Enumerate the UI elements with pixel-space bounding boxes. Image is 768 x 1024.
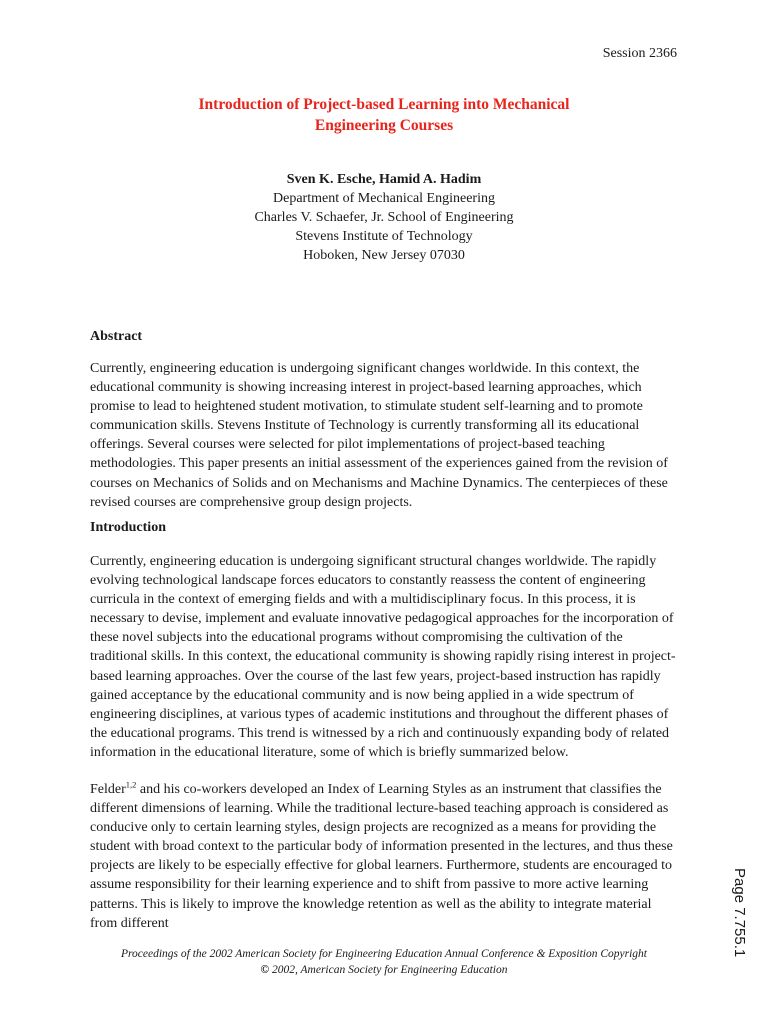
felder-name: Felder bbox=[90, 782, 126, 797]
author-affiliation bbox=[90, 170, 678, 265]
citation-reference: 1,2 bbox=[125, 779, 137, 790]
footer-line-2 bbox=[80, 962, 688, 978]
paper-title bbox=[90, 94, 678, 136]
paper-title-line-1: Introduction of Project-based Learning into Mechanical bbox=[198, 96, 570, 113]
introduction-heading: Introduction bbox=[90, 520, 166, 535]
footer-line-1: Proceedings of the 2002 American Society for Engineering Education Annual Conference & Exposition Copyright bbox=[120, 948, 648, 960]
abstract-heading: Abstract bbox=[90, 329, 143, 344]
introduction-paragraph-2 bbox=[90, 780, 680, 933]
institute: Stevens Institute of Technology bbox=[295, 229, 473, 244]
school: Charles V. Schaefer, Jr. School of Engineering bbox=[254, 210, 514, 225]
introduction-paragraph-1: Currently, engineering education is undergoing significant structural changes worldwide. The rapidly evolving technological landscape forces educators to constantly reassess the content of engineering curricula in the context of emerging fields and with a multidisciplinary focus. In this process, it is necessary to devise, implement and evaluate innovative pedagogical approaches for the incorporation of these novel subjects into the educational programs without compromising the cultivation of the traditional skills. In this context, the educational community is showing rapidly rising interest in project-based learning approaches. Over the course of the last few years, project-based instruction has rapidly gained acceptance by the educational community and is now being applied in a wide spectrum of engineering disciplines, at various types of academic institutions and throughout the different phases of the educational programs. This trend is witnessed by a rich and continuously expanding body of related information in the educational literature, some of which is briefly summarized below. bbox=[90, 554, 676, 760]
address: Hoboken, New Jersey 07030 bbox=[303, 248, 465, 263]
abstract-text: Currently, engineering education is undergoing significant changes worldwide. In this context, the educational community is showing increasing interest in project-based learning approaches, which promise to lead to heightened student motivation, to stimulate student self-learning and to promote communication skills. Stevens Institute of Technology is currently transforming all its educational offerings. Several courses were selected for pilot implementations of project-based teaching methodologies. This paper presents an initial assessment of the experiences gained from the revision of courses on Mechanics of Solids and on Mechanisms and Machine Dynamics. The centerpieces of these revised courses are comprehensive group design projects. bbox=[90, 361, 668, 510]
author-names: Sven K. Esche, Hamid A. Hadim bbox=[286, 172, 482, 187]
paragraph-2-text: and his co-workers developed an Index of Learning Styles as an instrument that classifies the different dimensions of learning. While the traditional lecture-based teaching approach is considered as conducive only to certain learning styles, design projects are recognized as a means for providing the student with broad context to the particular body of information presented in the lectures, and thus these projects are likely to be especially effective for global learners. Furthermore, students are encouraged to assume responsibility for their learning experience and to shift from passive to more active learning patterns. This is likely to improve the knowledge retention as well as the ability to integrate material from different bbox=[90, 782, 673, 931]
page-number: Page 7.755.1 bbox=[731, 868, 748, 958]
session-number: Session 2366 bbox=[602, 46, 677, 61]
copyright-icon: © bbox=[260, 964, 270, 976]
page-footer bbox=[80, 946, 688, 978]
paper-title-line-2: Engineering Courses bbox=[314, 117, 454, 134]
department: Department of Mechanical Engineering bbox=[273, 191, 495, 206]
footer-line-2-text: 2002, American Society for Engineering Education bbox=[269, 964, 508, 976]
